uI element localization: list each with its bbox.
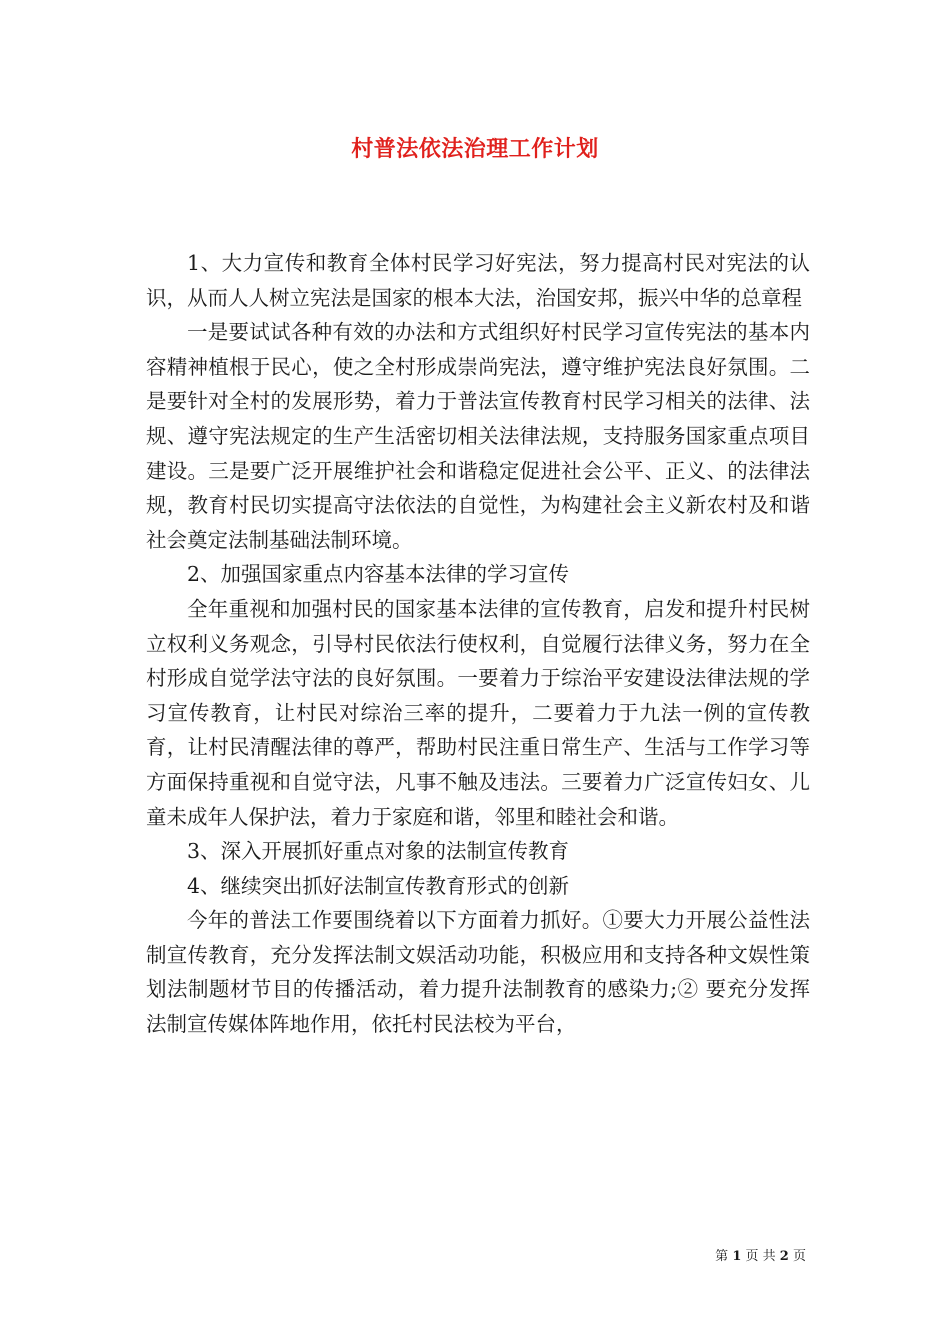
paragraph: 2、加强国家重点内容基本法律的学习宣传 <box>187 562 570 587</box>
paragraph: 4、继续突出抓好法制宣传教育形式的创新 <box>187 873 570 898</box>
paragraph: 一是要试试各种有效的办法和方式组织好村民学习宣传宪法的基本内容精神植根于民心，使之全村形成崇尚宪法，遵守维护宪法良好氛围。二是要针对全村的发展形势，着力于普法宣传教育村民学习相关的法律、法规、遵守宪法规定的生产生活密切相关法律法规，支持服务国家重点项目建设。三是要广泛开展维护社会和谐稳定促进社会公平、正义、的法律法规，教育村民切实提高守法依法的自觉性，为构建社会主义新农村及和谐社会奠定法制基础法制环境。 <box>146 320 810 552</box>
current-page-number: 1 <box>732 1249 742 1264</box>
paragraph: 1、大力宣传和教育全体村民学习好宪法，努力提高村民对宪法的认识，从而人人树立宪法是国家的根本大法，治国安邦，振兴中华的总章程 <box>146 251 810 310</box>
total-page-count: 2 <box>779 1249 789 1264</box>
footer-suffix: 页 <box>792 1249 806 1264</box>
footer-prefix: 第 <box>715 1249 729 1264</box>
document-title: 村普法依法治理工作计划 <box>351 136 599 162</box>
footer-middle: 页 共 <box>745 1249 776 1264</box>
paragraph: 全年重视和加强村民的国家基本法律的宣传教育，启发和提升村民树立权利义务观念，引导村民依法行使权利，自觉履行法律义务，努力在全村形成自觉学法守法的良好氛围。一要着力于综治平安建设法律法规的学习宣传教育，让村民对综治三率的提升，二要着力于九法一例的宣传教育，让村民清醒法律的尊严，帮助村民注重日常生产、生活与工作学习等方面保持重视和自觉守法，凡事不触及违法。三要着力广泛宣传妇女、儿童未成年人保护法，着力于家庭和谐，邻里和睦社会和谐。 <box>146 596 810 829</box>
page-number-footer <box>715 1245 806 1264</box>
document-body <box>146 246 810 1042</box>
paragraph: 今年的普法工作要围绕着以下方面着力抓好。①要大力开展公益性法制宣传教育，充分发挥法制文娱活动功能，积极应用和支持各种文娱性策划法制题材节目的传播活动，着力提升法制教育的感染力;② 要充分发挥法制宣传媒体阵地作用，依托村民法校为平台， <box>146 908 810 1037</box>
paragraph: 3、深入开展抓好重点对象的法制宣传教育 <box>187 839 570 864</box>
